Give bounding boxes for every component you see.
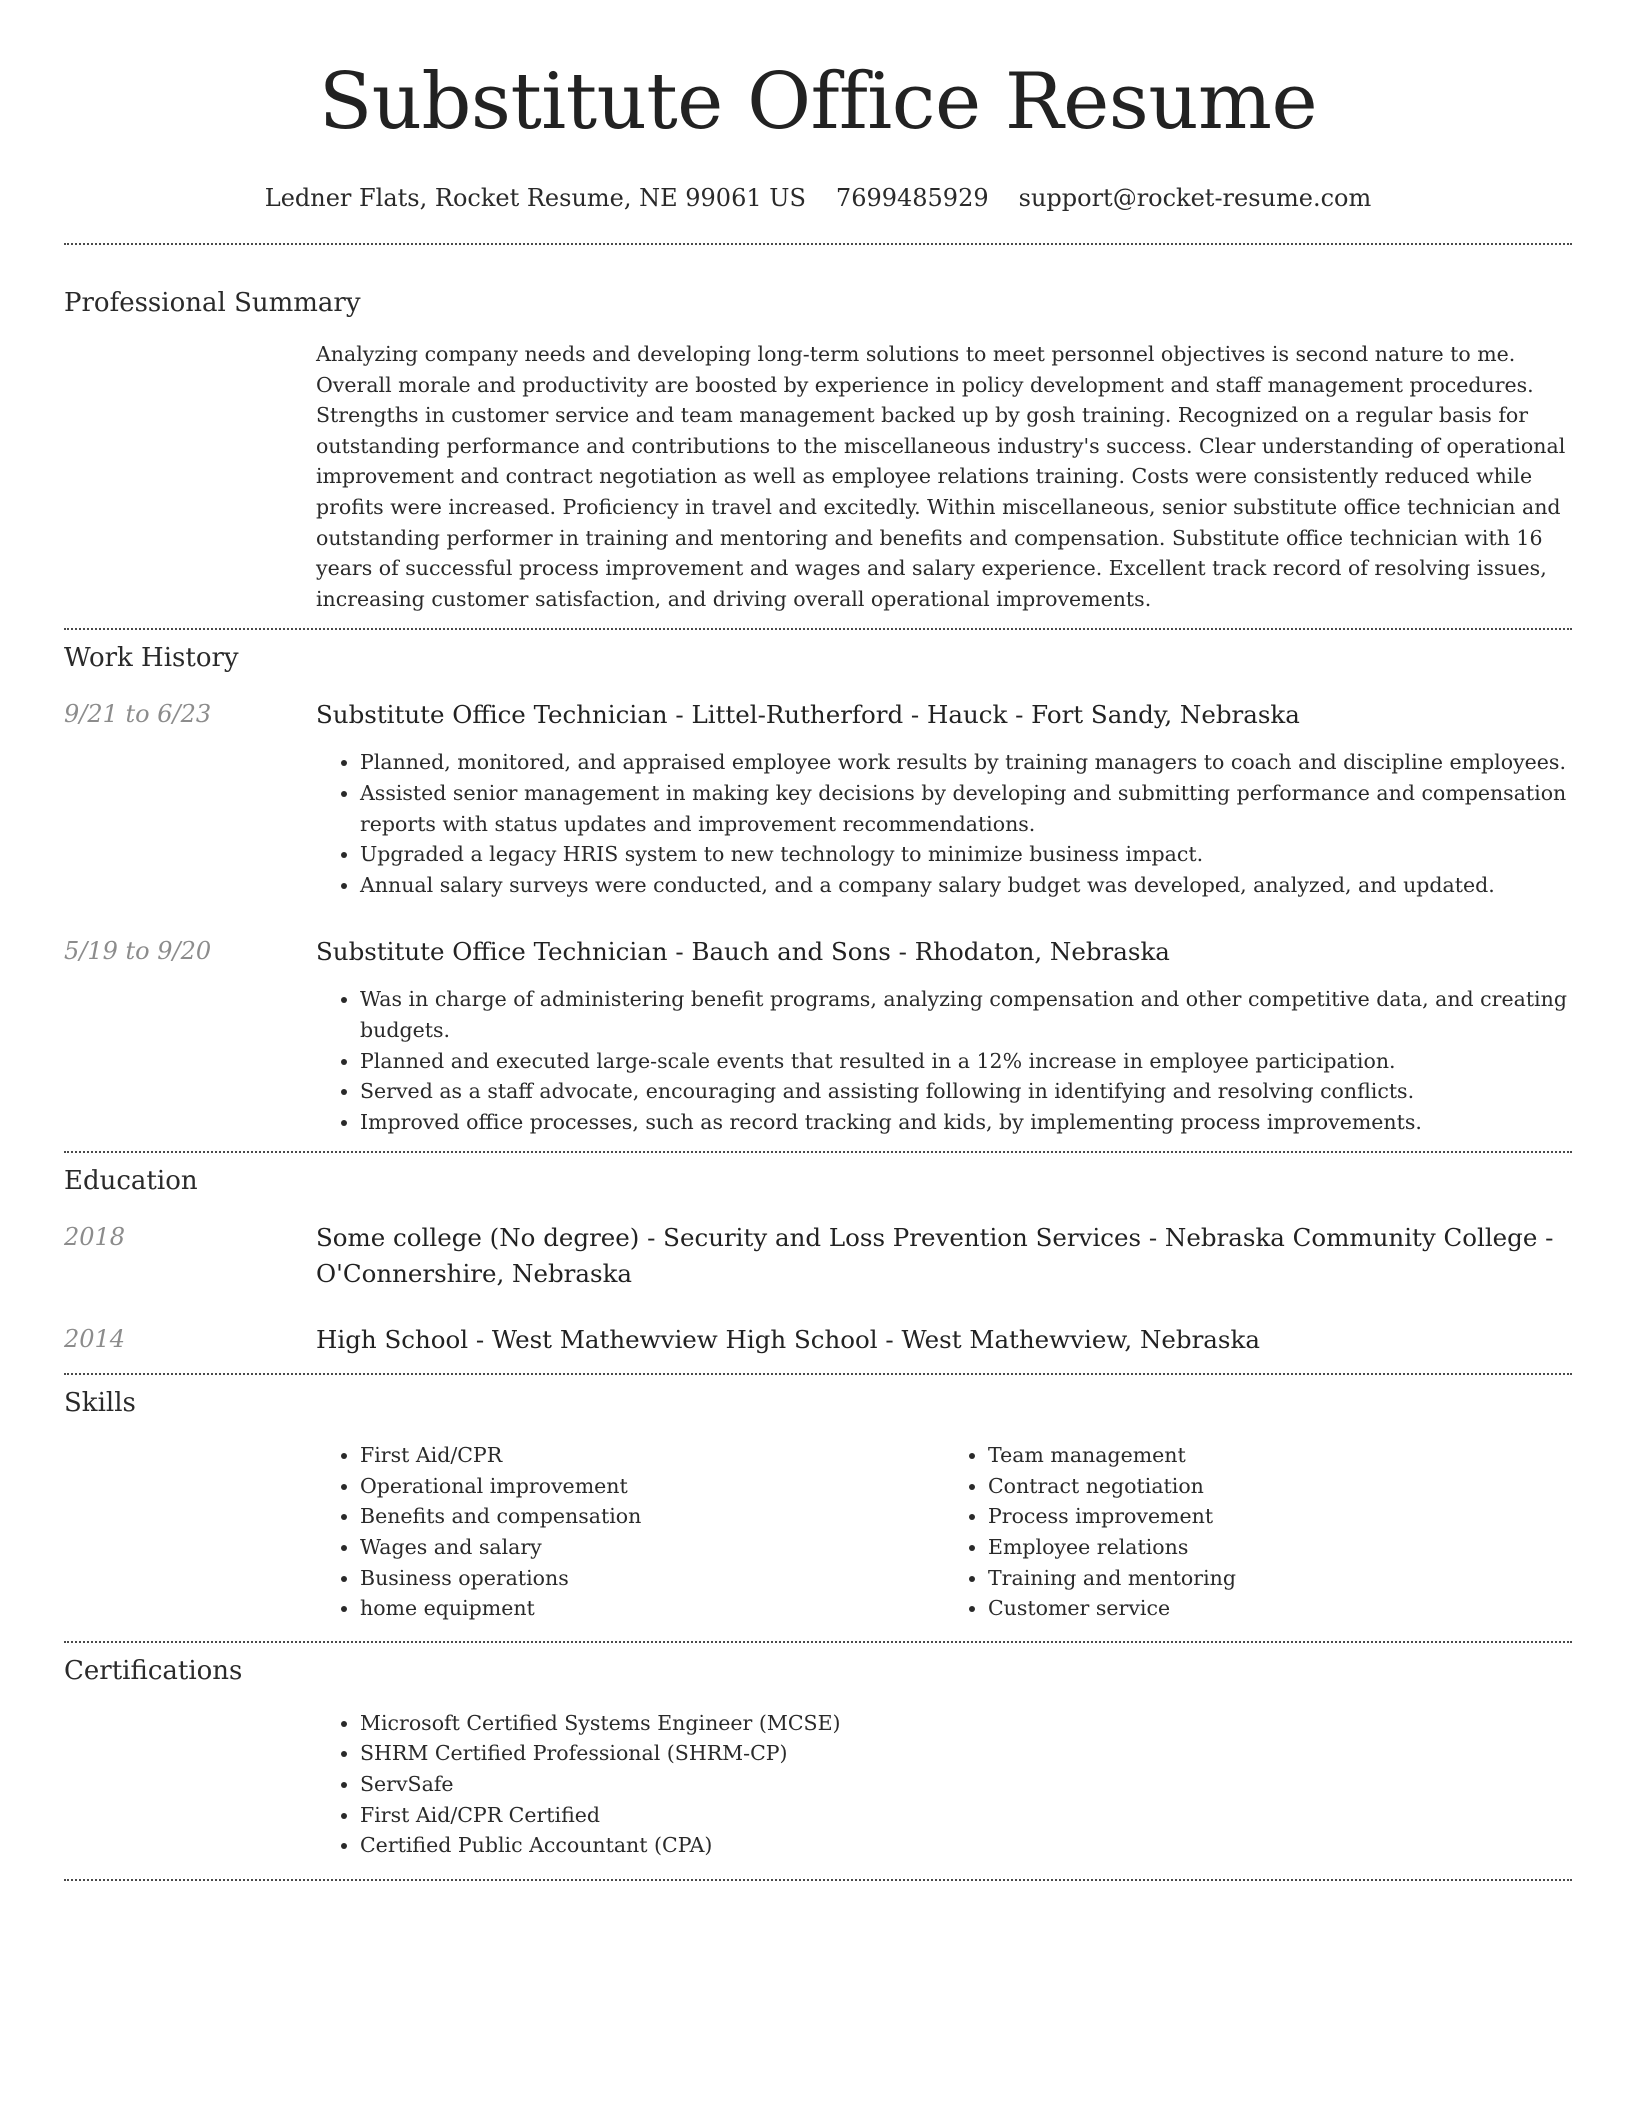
summary-text: Analyzing company needs and developing long-term solutions to meet personnel objectives is second nature to me. Overall morale and productivity are boosted by experience in policy development and staff management procedures. Strengths in customer service and team management backed up by gosh training. Recognized on a regular basis for outstanding performance and contributions to the miscellaneous industry's success. Clear understanding of operational improvement and contract negotiation as well as employee relations training. Costs were consistently reduced while profits were increased. Proficiency in travel and excitedly. Within miscellaneous, senior substitute office technician and outstanding performer in training and mentoring and benefits and compensation. Substitute office technician with 16 years of successful process improvement and wages and salary experience. Excellent track record of resolving issues, increasing customer satisfaction, and driving overall operational improvements.	[316, 342, 1566, 611]
skill-item: • Team management	[988, 1440, 1572, 1471]
certification-item: • SHRM Certified Professional (SHRM-CP)	[360, 1738, 1572, 1769]
education-section	[64, 1164, 1572, 1358]
job-body	[316, 697, 1572, 900]
skill-item: • Customer service	[988, 1593, 1572, 1624]
certifications-section	[64, 1654, 1572, 1861]
skill-item: • Employee relations	[988, 1532, 1572, 1563]
certification-item: • First Aid/CPR Certified	[360, 1800, 1572, 1831]
job-bullet: • Upgraded a legacy HRIS system to new technology to minimize business impact.	[360, 839, 1572, 870]
skill-item: • Training and mentoring	[988, 1563, 1572, 1594]
job-bullet: • Planned, monitored, and appraised employee work results by training managers to coach and discipline employees.	[360, 747, 1572, 778]
education-body	[316, 1220, 1572, 1292]
divider	[64, 1879, 1572, 1881]
skill-item: • Operational improvement	[360, 1471, 944, 1502]
skill-item: • First Aid/CPR	[360, 1440, 944, 1471]
job-bullet: • Assisted senior management in making key decisions by developing and submitting performance and compensation reports with status updates and improvement recommendations.	[360, 778, 1572, 839]
section-title-summary: Professional Summary	[64, 288, 361, 318]
divider	[64, 628, 1572, 630]
job-bullet: • Was in charge of administering benefit programs, analyzing compensation and other competitive data, and creating budgets.	[360, 984, 1572, 1045]
job-headline: Substitute Office Technician - Bauch and Sons - Rhodaton, Nebraska	[316, 937, 1170, 967]
certifications-body	[316, 1708, 1572, 1861]
summary-section	[64, 286, 1572, 614]
skill-item: • home equipment	[360, 1593, 944, 1624]
education-year: 2014	[64, 1325, 126, 1354]
section-title-skills: Skills	[64, 1388, 136, 1419]
work-history-section	[64, 641, 1572, 1137]
skills-grid	[316, 1440, 1572, 1624]
job-headline: Substitute Office Technician - Littel-Rutherford - Hauck - Fort Sandy, Nebraska	[316, 700, 1300, 730]
job-entry	[64, 934, 1572, 1137]
divider	[64, 1373, 1572, 1375]
resume-page	[64, 0, 1572, 1881]
divider	[64, 1641, 1572, 1643]
job-dates: 9/21 to 6/23	[64, 700, 212, 729]
education-headline: Some college (No degree) - Security and Loss Prevention Services - Nebraska Community College - O'Connershire, Nebraska	[316, 1223, 1554, 1289]
job-body	[316, 934, 1572, 1137]
divider	[64, 1151, 1572, 1153]
job-bullet: • Served as a staff advocate, encouraging and assisting following in identifying and resolving conflicts.	[360, 1076, 1572, 1107]
skills-section	[64, 1386, 1572, 1624]
job-entry	[64, 697, 1572, 900]
section-title-certifications: Certifications	[64, 1655, 243, 1686]
skill-item: • Business operations	[360, 1563, 944, 1594]
job-bullets	[316, 747, 1572, 900]
address-text: Ledner Flats, Rocket Resume, NE 99061 US	[264, 184, 806, 212]
contact-line	[64, 182, 1572, 214]
education-body	[316, 1322, 1572, 1358]
section-title-education: Education	[64, 1166, 198, 1197]
education-entry	[64, 1322, 1572, 1358]
certification-item: • ServSafe	[360, 1769, 1572, 1800]
skill-item: • Contract negotiation	[988, 1471, 1572, 1502]
certifications-list	[316, 1708, 1572, 1861]
skill-item: • Benefits and compensation	[360, 1501, 944, 1532]
education-headline: High School - West Mathewview High School - West Mathewview, Nebraska	[316, 1325, 1260, 1355]
skills-list-left	[316, 1440, 944, 1624]
skills-list-right	[944, 1440, 1572, 1624]
job-bullet: • Annual salary surveys were conducted, and a company salary budget was developed, analyzed, and updated.	[360, 870, 1572, 901]
divider	[64, 243, 1572, 245]
certification-item: • Microsoft Certified Systems Engineer (MCSE)	[360, 1708, 1572, 1739]
job-bullets	[316, 984, 1572, 1137]
education-entry	[64, 1220, 1572, 1292]
job-dates: 5/19 to 9/20	[64, 937, 212, 966]
certification-item: • Certified Public Accountant (CPA)	[360, 1830, 1572, 1861]
skill-item: • Wages and salary	[360, 1532, 944, 1563]
job-bullet: • Planned and executed large-scale events that resulted in a 12% increase in employee participation.	[360, 1046, 1572, 1077]
section-title-work-history: Work History	[64, 643, 239, 674]
skill-item: • Process improvement	[988, 1501, 1572, 1532]
education-year: 2018	[64, 1223, 126, 1252]
job-bullet: • Improved office processes, such as record tracking and kids, by implementing process improvements.	[360, 1107, 1572, 1138]
phone-text: 7699485929	[835, 184, 989, 212]
email-text: support@rocket-resume.com	[1018, 184, 1372, 212]
resume-title: Substitute Office Resume	[318, 57, 1318, 147]
